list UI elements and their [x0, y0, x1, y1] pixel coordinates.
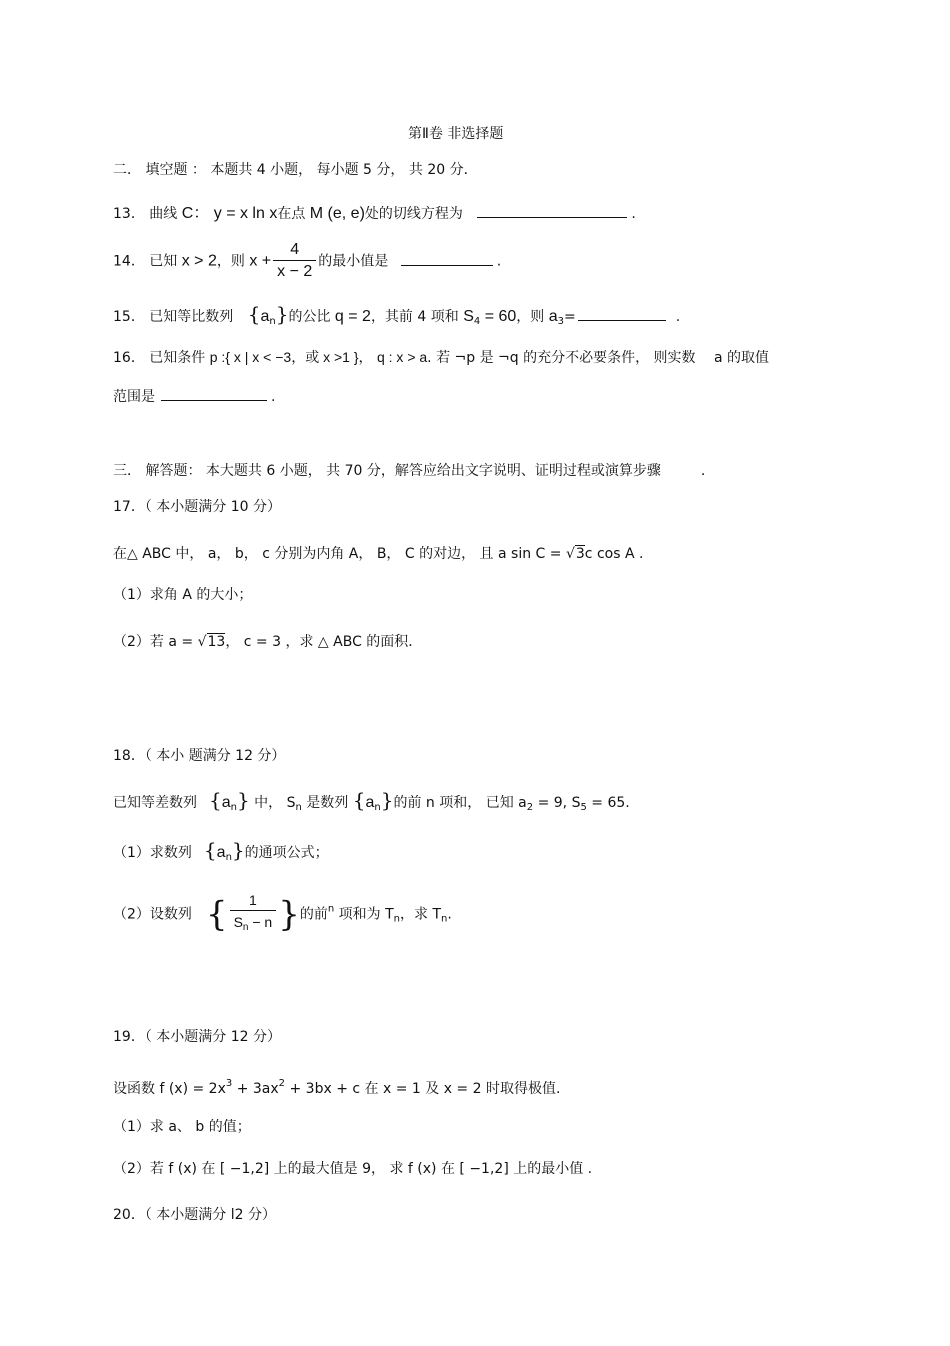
q18-seq-sub: n	[374, 802, 381, 813]
q18-seq-brace: {	[209, 788, 222, 812]
q15-ratio: q = 2	[334, 308, 371, 325]
q14-fraction	[273, 240, 316, 283]
q17-part1: （1）求角 A 的大小；	[113, 587, 253, 603]
q18-seq-sub: n	[225, 852, 232, 863]
q18-seq: a	[216, 844, 226, 861]
q18-frac-denominator	[230, 911, 277, 939]
q19-stem-text: 设函数 f (x) = 2x	[113, 1081, 226, 1097]
q14-frac-denominator: x − 2	[277, 263, 313, 280]
q20-title: 20．（ 本小题满分 l2 分）	[113, 1207, 276, 1223]
q15-a3-sub: 3	[557, 316, 565, 327]
q18-stem	[113, 790, 630, 818]
q15-answer-blank[interactable]	[578, 306, 666, 321]
q18-frac-den-sub: n	[242, 922, 249, 933]
q18-seq: a	[221, 794, 231, 811]
q14-text: ，则	[216, 253, 245, 270]
q17-part2-text: ， c = 3 ，求 △ ABC 的面积．	[225, 634, 423, 650]
q16-answer-blank[interactable]	[161, 386, 267, 401]
q18-s5-sub: 5	[580, 802, 587, 813]
q18-frac-den-s: S	[233, 914, 243, 930]
q15-text: 的公比	[288, 309, 331, 325]
q17-stem-text: 在△ ABC 中， a， b， c 分别为内角 A， B， C 的对边， 且 a sin C =	[113, 546, 566, 562]
q18-title: 18．（ 本小 题满分 12 分）	[113, 748, 286, 764]
q18-seq: a	[365, 794, 375, 811]
q15-equals: =	[564, 309, 576, 325]
solve-header-period: .	[700, 463, 706, 479]
q18-part2-text: 的前	[299, 906, 328, 923]
q18-part1-text: （1）求数列	[113, 845, 192, 861]
q13-expression: y = x ln x	[213, 205, 278, 222]
q16-number: 16．	[113, 350, 145, 366]
q16-text: . 若 ¬p 是 ¬q 的充分不必要条件， 则实数	[427, 350, 696, 366]
q15-seq: a	[260, 308, 270, 325]
q15-a3: a	[548, 308, 558, 325]
question-14	[113, 240, 501, 283]
q13-text: 曲线	[149, 206, 178, 222]
q19-title: 19．（ 本小题满分 12 分）	[113, 1029, 281, 1045]
q16-text: a 的取值	[714, 350, 770, 366]
section-title: 第Ⅱ卷 非选择题	[408, 126, 504, 142]
q18-stem-text: = 65.	[586, 795, 630, 811]
q18-part2-period: .	[447, 906, 452, 923]
q13-point: M (e, e)	[309, 205, 365, 222]
q18-seq-brace-close: }	[236, 788, 250, 812]
q15-sum-sub: 4	[473, 316, 481, 327]
q18-stem-text: 已知等差数列	[113, 795, 197, 811]
q16-comma: ，	[358, 350, 373, 366]
question-15	[113, 304, 680, 332]
q19-sup: 2	[278, 1078, 286, 1089]
q13-answer-blank[interactable]	[477, 203, 627, 218]
q15-seq-sub: n	[269, 316, 276, 327]
q16-text: 范围是	[113, 389, 155, 405]
q16-condition-q: q : x > a	[376, 349, 428, 365]
solve-header	[113, 461, 705, 481]
q14-expr-x: x +	[249, 252, 272, 270]
q18-part1-text: 的通项公式；	[244, 845, 329, 861]
q19-sup: 3	[225, 1078, 233, 1089]
solve-header-text: 三． 解答题： 本大题共 6 小题， 共 70 分，解答应给出文字说明、证明过程或演算步骤	[113, 463, 661, 479]
q17-sqrt-value: 13	[207, 634, 226, 650]
q13-period: .	[631, 206, 636, 222]
q14-text: 的最小值是	[318, 253, 389, 270]
q15-seq-brace-close: }	[275, 302, 289, 326]
q18-seq-brace-close: }	[380, 788, 394, 812]
q18-frac-brace: {	[205, 894, 228, 935]
q14-period: .	[496, 253, 502, 270]
q17-part2-text: （2）若 a =	[113, 634, 198, 650]
q19-part2: （2）若 f (x) 在 [ −1,2] 上的最大值是 9， 求 f (x) 在 [ −1,2] 上的最小值 .	[113, 1161, 593, 1177]
q13-text: 在点	[277, 206, 306, 222]
q15-text: 已知等比数列	[149, 309, 234, 325]
q13-curve-name: C：	[181, 205, 210, 222]
q18-frac-den-tail: − n	[248, 914, 273, 930]
q14-answer-blank[interactable]	[401, 251, 493, 266]
q17-sqrt-value: 3	[575, 546, 585, 562]
q19-stem-text: + 3bx + c 在 x = 1 及 x = 2 时取得极值.	[285, 1081, 561, 1097]
q18-frac-brace-close: }	[278, 894, 300, 935]
q18-seq-brace: {	[352, 788, 366, 812]
q14-number: 14．	[113, 253, 145, 270]
question-16	[113, 347, 769, 368]
q15-number: 15．	[113, 309, 145, 325]
fill-in-header: 二． 填空题 ： 本题共 4 小题， 每小题 5 分， 共 20 分．	[113, 162, 478, 178]
q18-seq-sub: n	[230, 802, 237, 813]
q18-seq-brace-close: }	[231, 838, 245, 862]
q18-a2-sub: 2	[526, 802, 534, 813]
q18-tn-sub: n	[393, 913, 400, 925]
q18-stem-text: 的前 n 项和， 已知 a	[393, 795, 527, 811]
q13-text: 处的切线方程为	[364, 206, 463, 222]
q18-seq-brace: {	[203, 838, 217, 862]
q16-text: 已知条件	[149, 350, 206, 366]
q18-stem-text: = 9, S	[533, 795, 581, 811]
q19-stem-text: + 3ax	[232, 1081, 279, 1097]
q18-frac-numerator: 1	[230, 890, 277, 911]
q17-title: 17．（ 本小题满分 10 分）	[113, 499, 281, 515]
q14-frac-numerator: 4	[273, 240, 316, 261]
q15-sum: S	[463, 308, 474, 325]
q17-stem-text: c cos A .	[584, 546, 644, 562]
q17-part2: （2）若 a = √13， c = 3 ，求 △ ABC 的面积．	[113, 634, 423, 650]
question-16-line2	[113, 386, 275, 407]
q19-stem	[113, 1074, 560, 1099]
q18-part2-n: n	[327, 903, 335, 915]
q18-stem-text: 中， S	[254, 795, 296, 811]
q18-part2-text: （2）设数列	[113, 906, 192, 923]
q18-part2-text: 项和为 T	[334, 906, 394, 923]
q19-part1: （1）求 a、 b 的值；	[113, 1119, 251, 1135]
q18-part1	[113, 840, 329, 868]
q14-text: 已知	[149, 253, 178, 270]
q15-period: .	[675, 309, 681, 325]
q17-stem: 在△ ABC 中， a， b， c 分别为内角 A， B， C 的对边， 且 a sin C = √3c cos A .	[113, 546, 644, 562]
q18-sn-sub: n	[295, 802, 302, 813]
q16-period: .	[271, 389, 276, 405]
q18-fraction	[230, 890, 277, 939]
q18-part2-text: ，求 T	[400, 906, 442, 923]
q14-condition: x > 2	[181, 252, 217, 270]
q18-part2	[113, 890, 452, 939]
q18-tn-sub: n	[441, 913, 448, 925]
q15-sum-value: = 60	[480, 308, 517, 325]
q15-seq-brace: {	[247, 302, 261, 326]
q15-text: ，则	[516, 309, 545, 325]
q16-condition-p: p :{ x | x < −3，或 x >1 }	[209, 349, 359, 365]
q15-text: ，其前 4 项和	[370, 309, 459, 325]
q13-number: 13．	[113, 206, 145, 222]
question-13	[113, 203, 636, 224]
q18-stem-text: 是数列	[301, 795, 349, 811]
